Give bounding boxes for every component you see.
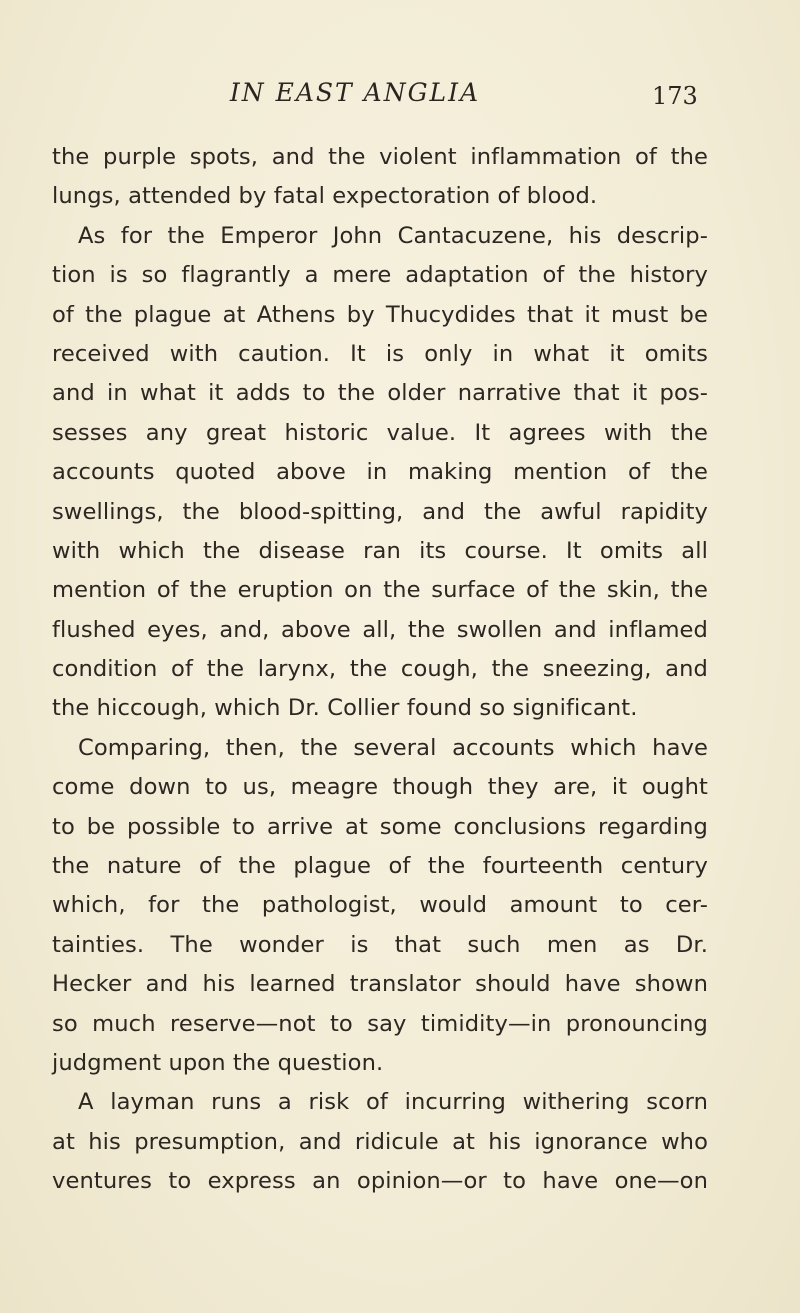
body-text — [52, 138, 708, 1202]
text-line: at his presumption, and ridicule at his ignorance who — [52, 1128, 708, 1155]
text-line: lungs, attended by fatal expectoration of blood. — [52, 183, 598, 210]
text-line: so much reserve—not to say timidity—in pronouncing — [52, 1010, 708, 1037]
text-line: of the plague at Athens by Thucydides that it must be — [52, 301, 708, 328]
text-line: the hiccough, which Dr. Collier found so significant. — [52, 695, 638, 722]
running-head — [0, 78, 800, 118]
running-title: IN EAST ANGLIA — [229, 78, 481, 107]
text-line: accounts quoted above in making mention of the — [52, 459, 708, 486]
text-line: sesses any great historic value. It agrees with the — [52, 419, 708, 446]
text-line: come down to us, meagre though they are, it ought — [52, 774, 708, 801]
text-line: the nature of the plague of the fourteenth century — [52, 853, 708, 880]
text-line: to be possible to arrive at some conclusions regarding — [52, 813, 708, 840]
text-line: judgment upon the question. — [52, 1049, 384, 1076]
text-line: mention of the eruption on the surface of the skin, the — [52, 577, 708, 604]
text-line: condition of the larynx, the cough, the sneezing, and — [52, 656, 708, 683]
paragraph-start-line: A layman runs a risk of incurring withering scorn — [78, 1089, 708, 1116]
text-line: with which the disease ran its course. It omits all — [52, 537, 708, 564]
text-line: received with caution. It is only in what it omits — [52, 340, 708, 367]
text-line: the purple spots, and the violent inflammation of the — [52, 144, 708, 170]
page-number: 173 — [652, 82, 698, 110]
text-line: ventures to express an opinion—or to have one—on — [52, 1168, 708, 1195]
paragraph-start-line: Comparing, then, the several accounts which have — [78, 734, 708, 761]
text-line: Hecker and his learned translator should have shown — [52, 971, 708, 998]
text-line: flushed eyes, and, above all, the swollen and inflamed — [52, 616, 708, 643]
text-line: tainties. The wonder is that such men as Dr. — [52, 931, 708, 958]
paragraph-start-line: As for the Emperor John Cantacuzene, his descrip- — [78, 222, 708, 249]
text-line: tion is so flagrantly a mere adaptation of the history — [52, 262, 708, 289]
text-line: which, for the pathologist, would amount to cer- — [52, 892, 708, 919]
text-line: and in what it adds to the older narrative that it pos- — [52, 380, 708, 407]
text-line: swellings, the blood-spitting, and the awful rapidity — [52, 498, 708, 525]
